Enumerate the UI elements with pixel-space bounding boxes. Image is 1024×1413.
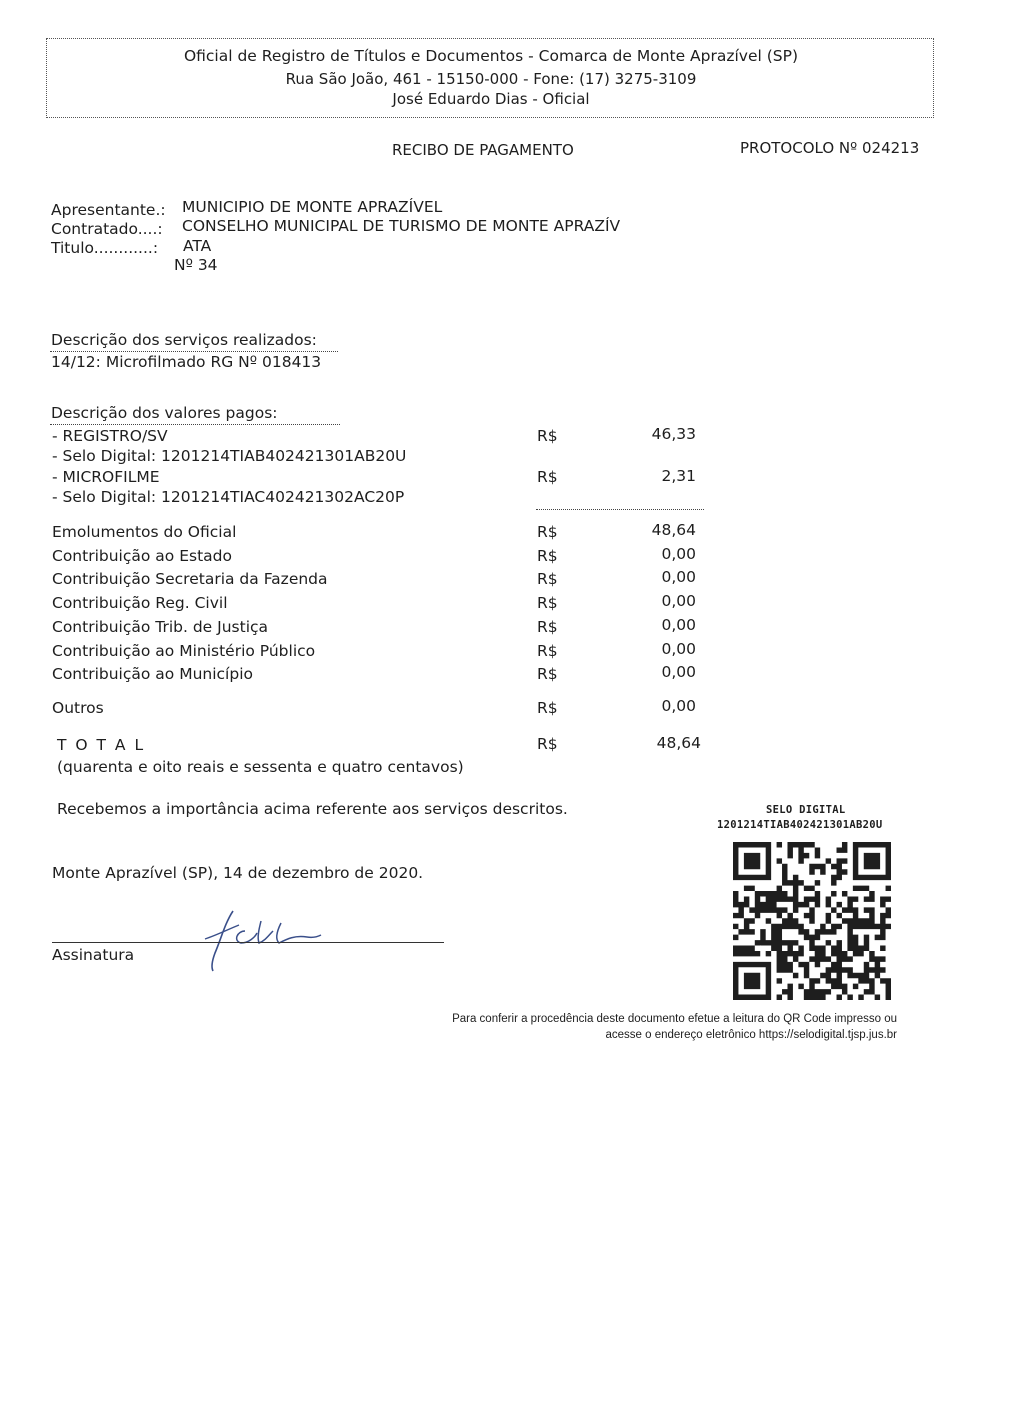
fee-label: Contribuição Trib. de Justiça [52, 618, 269, 636]
footer-verify-line2: acesse o endereço eletrônico https://selodigital.tjsp.jus.br [605, 1029, 897, 1041]
outros-label: Outros [52, 699, 104, 717]
selo-title: SELO DIGITAL [766, 804, 846, 816]
total-currency: R$ [537, 735, 558, 753]
subtotal-divider [536, 509, 704, 510]
apresentante-label: Apresentante.: [51, 201, 166, 219]
outros-value: 0,00 [661, 697, 696, 715]
registry-name: Oficial de Registro de Títulos e Documentos - Comarca de Monte Aprazível (SP) [183, 47, 799, 65]
payments-heading: Descrição dos valores pagos: [51, 404, 278, 422]
protocol-number: PROTOCOLO Nº 024213 [740, 139, 920, 157]
fee-currency: R$ [537, 570, 558, 588]
fee-currency: R$ [537, 618, 558, 636]
selo-code: 1201214TIAB402421301AB20U [717, 819, 883, 831]
contratado-value: CONSELHO MUNICIPAL DE TURISMO DE MONTE APRAZÍV [182, 217, 621, 235]
fee-label: Contribuição ao Município [52, 665, 253, 683]
payment-item-currency: R$ [537, 468, 558, 486]
signature-label: Assinatura [52, 946, 135, 964]
payment-item-label: - MICROFILME [52, 468, 160, 486]
titulo-number: Nº 34 [174, 256, 218, 274]
qr-code-icon [733, 842, 891, 1000]
fee-currency: R$ [537, 523, 558, 541]
payments-underline [50, 424, 340, 425]
outros-currency: R$ [537, 699, 558, 717]
contratado-label: Contratado....: [51, 220, 163, 238]
fee-label: Contribuição ao Estado [52, 547, 232, 565]
titulo-label: Titulo............: [51, 239, 159, 257]
date-line: Monte Aprazível (SP), 14 de dezembro de 2020. [52, 864, 424, 882]
registry-header [46, 38, 934, 118]
fee-label: Emolumentos do Oficial [52, 523, 237, 541]
fee-value: 0,00 [661, 663, 696, 681]
acknowledgement-text: Recebemos a importância acima referente aos serviços descritos. [57, 800, 568, 818]
fee-currency: R$ [537, 547, 558, 565]
total-in-words: (quarenta e oito reais e sessenta e quatro centavos) [57, 758, 464, 776]
apresentante-value: MUNICIPIO DE MONTE APRAZÍVEL [182, 198, 443, 216]
total-label: T O T A L [57, 736, 146, 754]
fee-label: Contribuição Reg. Civil [52, 594, 228, 612]
payment-item-value: 2,31 [661, 467, 696, 485]
footer-verify-line1: Para conferir a procedência deste documento efetue a leitura do QR Code impresso ou [452, 1013, 897, 1025]
fee-value: 0,00 [661, 640, 696, 658]
fee-value: 0,00 [661, 545, 696, 563]
services-heading: Descrição dos serviços realizados: [51, 331, 317, 349]
total-value: 48,64 [656, 734, 701, 752]
fee-value: 0,00 [661, 568, 696, 586]
signature-line [52, 942, 444, 943]
fee-currency: R$ [537, 594, 558, 612]
payment-item-currency: R$ [537, 427, 558, 445]
service-item: 14/12: Microfilmado RG Nº 018413 [51, 353, 322, 371]
titulo-value: ATA [183, 237, 212, 255]
receipt-title: RECIBO DE PAGAMENTO [392, 141, 574, 159]
payment-item-label: - REGISTRO/SV [52, 427, 168, 445]
fee-value: 0,00 [661, 616, 696, 634]
payment-item-label: - Selo Digital: 1201214TIAB402421301AB20U [52, 447, 407, 465]
services-underline [50, 351, 338, 352]
fee-value: 0,00 [661, 592, 696, 610]
registry-officer: José Eduardo Dias - Oficial [392, 90, 590, 108]
fee-currency: R$ [537, 642, 558, 660]
handwritten-signature [195, 905, 335, 975]
payment-item-label: - Selo Digital: 1201214TIAC402421302AC20P [52, 488, 405, 506]
fee-value: 48,64 [651, 521, 696, 539]
registry-address: Rua São João, 461 - 15150-000 - Fone: (17) 3275-3109 [285, 70, 697, 88]
fee-label: Contribuição ao Ministério Público [52, 642, 316, 660]
payment-item-value: 46,33 [651, 425, 696, 443]
fee-currency: R$ [537, 665, 558, 683]
fee-label: Contribuição Secretaria da Fazenda [52, 570, 328, 588]
